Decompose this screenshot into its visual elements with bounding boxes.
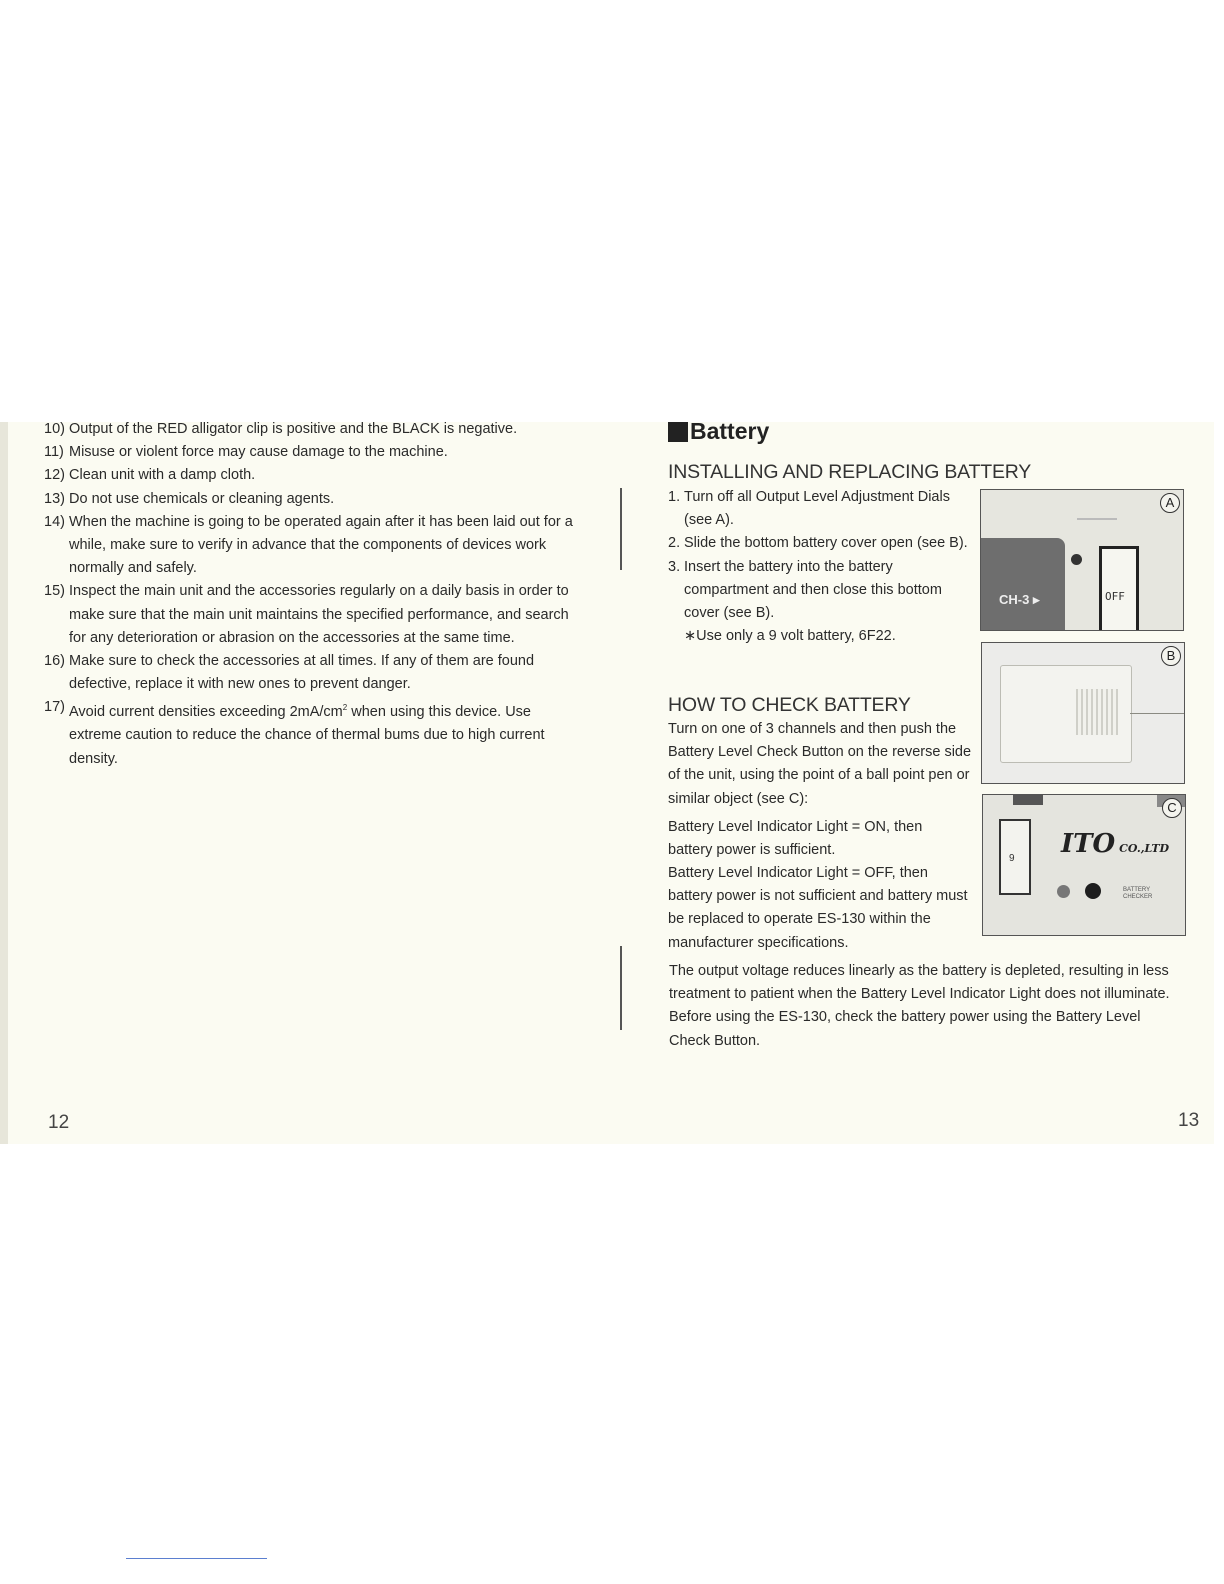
indicator-off-text: Battery Level Indicator Light = OFF, then battery power is not sufficient and battery must be replaced to operate ES-130 within the manufacturer specifications. [668, 865, 968, 951]
indicator-light [1057, 885, 1070, 898]
photo-c-battery-checker [982, 794, 1186, 936]
list-item: 12) Clean unit with a damp cloth. [44, 467, 256, 484]
list-item: 14) When the machine is going to be operated again after it has been laid out for a while, make sure to verify in advance that the components of devices work normally and safely. [44, 513, 573, 577]
list-item: 3. Insert the battery into the battery compartment and then close this bottom cover (see B). [668, 558, 942, 622]
gutter-mark-bottom [620, 946, 622, 1030]
list-item: 1. Turn off all Output Level Adjustment Dials (see A). [668, 489, 950, 529]
photo-label-b: B [1161, 646, 1181, 666]
section-title: Battery [668, 418, 769, 445]
title-bullet-square [668, 422, 688, 442]
housing-edge [1130, 713, 1184, 714]
page-number-right: 13 [1178, 1110, 1200, 1131]
check-intro: Turn on one of 3 channels and then push the Battery Level Check Button on the reverse side of the unit, using the point of a ball point pen or similar object (see C): [668, 721, 972, 807]
photo-label-c: C [1162, 798, 1182, 818]
list-item: 11) Misuse or violent force may cause damage to the machine. [44, 444, 448, 461]
brand-logo: ITO CO.,LTD [1061, 829, 1170, 859]
indicator-on-text: Battery Level Indicator Light = ON, then battery power is sufficient. [668, 819, 923, 859]
footnote-rule [126, 1558, 267, 1559]
list-item: 10) Output of the RED alligator clip is positive and the BLACK is negative. [44, 421, 518, 437]
closing-paragraph: The output voltage reduces linearly as the battery is depleted, resulting in less treatment to patient when the Battery Level Indicator Light does not illuminate. Before using the ES-130, check the battery power using the Battery Level Check Button. [669, 963, 1170, 1049]
dial-slot [1099, 546, 1139, 631]
output-dial [999, 819, 1031, 895]
off-label: OFF [1105, 590, 1125, 603]
list-item: 2. Slide the bottom battery cover open (see B). [668, 535, 968, 552]
dial-number: 9 [1009, 853, 1015, 864]
channel-label: CH-3 ▸ [999, 592, 1040, 607]
indicator-dot [1071, 554, 1082, 565]
grip-ridges [1076, 689, 1118, 735]
page-edge-shadow [0, 422, 8, 1144]
panel-line [1077, 518, 1117, 520]
list-item: 15) Inspect the main unit and the accessories regularly on a daily basis in order to make sure that the main unit maintains the specified performance, and search for any deterioration or abrasion on the accessories at the same time. [44, 583, 569, 646]
list-item: 17) Avoid current densities exceeding $2mA/cm^2$ when using this device. Use extreme caution to reduce the chance of thermal bums due to high current density. [44, 699, 545, 767]
gutter-mark-top [620, 488, 622, 570]
check-heading: HOW TO CHECK BATTERY [668, 694, 911, 716]
battery-checker-label: BATTERY CHECKER [1123, 887, 1153, 900]
page-number-left: 12 [48, 1112, 70, 1133]
install-heading: INSTALLING AND REPLACING BATTERY [668, 461, 1032, 483]
unit-front-panel [981, 538, 1065, 630]
photo-b-battery-cover [981, 642, 1185, 784]
battery-check-button [1085, 883, 1101, 899]
photo-label-a: A [1160, 493, 1180, 513]
install-steps-list [668, 486, 978, 648]
safety-precautions-list [44, 418, 584, 771]
list-item: 16) Make sure to check the accessories at all times. If any of them are found defective, replace it with new ones to prevent danger. [44, 653, 535, 693]
top-clip [1013, 795, 1043, 805]
battery-note: ∗Use only a 9 volt battery, 6F22. [684, 628, 896, 645]
photo-a-output-dials [980, 489, 1184, 631]
list-item: 13) Do not use chemicals or cleaning agents. [44, 490, 335, 507]
